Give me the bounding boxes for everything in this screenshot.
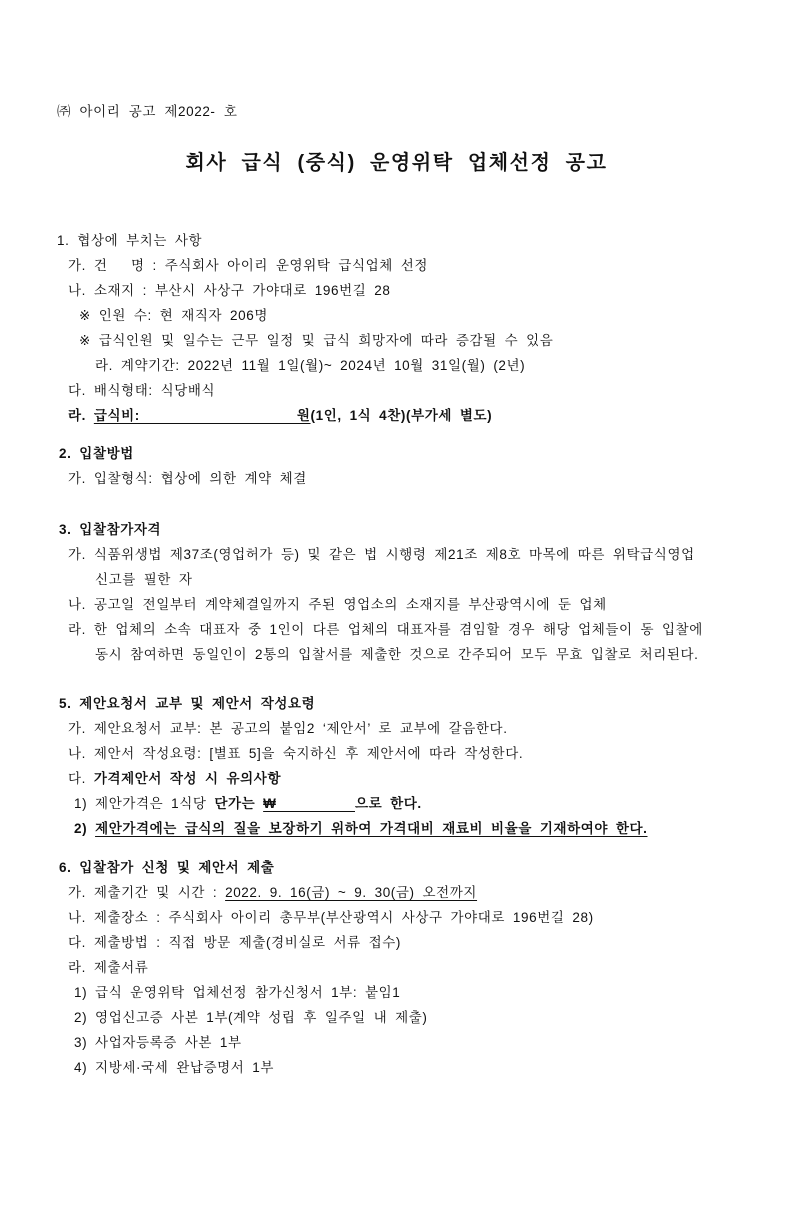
section-6-doc-business-report: 2) 영업신고증 사본 1부(계약 성립 후 일주일 내 제출) [74, 1010, 428, 1025]
point1-bold-suffix: 으로 한다. [355, 796, 422, 811]
doc-number: ㈜ 아이리 공고 제2022- 호 [57, 104, 238, 119]
section-1-note-variable: ※ 급식인원 및 일수는 근무 일정 및 급식 희망자에 따라 증감될 수 있음 [79, 333, 554, 348]
section-5-item-distribution: 가. 제안요청서 교부: 본 공고의 붙임2 ‘제안서’ 로 교부에 갈음한다. [68, 721, 508, 736]
section-1-item-meal-fee [0, 403, 793, 428]
section-2-item-format: 가. 입찰형식: 협상에 의한 계약 체결 [68, 471, 307, 486]
section-1-item-location: 나. 소재지 : 부산시 사상구 가야대로 196번길 28 [68, 283, 391, 298]
point2-underlined-text: 제안가격에는 급식의 질을 보장하기 위하여 가격대비 재료비 비율을 기재하여야 한다. [95, 821, 648, 836]
section-2-heading: 2. 입찰방법 [59, 446, 134, 461]
section-1-negotiation-items [0, 228, 793, 428]
meal-fee-suffix: (1인, 1식 4찬)(부가세 별도) [310, 408, 493, 423]
section-5-item-caution [0, 766, 793, 791]
section-5-proposal-guideline [0, 691, 793, 841]
section-3-item-duplicate-line2: 동시 참여하면 동일인이 2통의 입찰서를 제출한 것으로 간주되어 모두 무효 입찰로 처리된다. [95, 647, 699, 662]
section-6-heading: 6. 입찰참가 신청 및 제안서 제출 [59, 860, 275, 875]
section-1-note-headcount: ※ 인원 수: 현 재직자 206명 [79, 308, 268, 323]
caution-prefix: 다. [68, 771, 94, 786]
page-title: 회사 급식 (중식) 운영위탁 업체선정 공고 [185, 152, 608, 174]
period-underlined-dates: 2022. 9. 16(금) ~ 9. 30(금) 오전까지 [225, 885, 478, 900]
section-6-submission [0, 855, 793, 1080]
section-1-item-name: 가. 건 명 : 주식회사 아이리 운영위탁 급식업체 선정 [68, 258, 429, 273]
point1-price-blank-underline: ₩ [263, 796, 355, 811]
meal-fee-blank-underline: 급식비: 원 [93, 408, 311, 423]
section-3-item-duplicate-line1: 라. 한 업체의 소속 대표자 중 1인이 다른 업체의 대표자를 겸임할 경우 해당 업체들이 동 입찰에 [68, 622, 703, 637]
section-1-heading: 1. 협상에 부치는 사항 [57, 233, 203, 248]
section-6-item-period [0, 880, 793, 905]
period-prefix: 가. 제출기간 및 시간 : [68, 885, 226, 900]
section-3-item-law-line2: 신고를 필한 자 [95, 572, 193, 587]
section-6-doc-business-license: 3) 사업자등록증 사본 1부 [74, 1035, 242, 1050]
section-6-item-method: 다. 제출방법 : 직접 방문 제출(경비실로 서류 접수) [68, 935, 402, 950]
section-3-heading: 3. 입찰참가자격 [59, 522, 162, 537]
section-5-heading: 5. 제안요청서 교부 및 제안서 작성요령 [59, 696, 316, 711]
point1-bold-label: 단가는 [214, 796, 264, 811]
section-1-item-serving-type: 다. 배식형태: 식당배식 [68, 383, 216, 398]
point2-prefix: 2) [74, 821, 96, 836]
section-2-bid-method [0, 441, 793, 491]
section-5-item-guideline: 나. 제안서 작성요령: [별표 5]을 숙지하신 후 제안서에 따라 작성한다. [68, 746, 524, 761]
section-6-doc-application: 1) 급식 운영위탁 업체선정 참가신청서 1부: 붙임1 [74, 985, 401, 1000]
point1-prefix: 1) 제안가격은 1식당 [74, 796, 215, 811]
section-5-point-material-ratio [0, 816, 793, 841]
section-5-point-unit-price [0, 791, 793, 816]
section-1-item-contract-period: 라. 계약기간: 2022년 11월 1일(월)~ 2024년 10월 31일(월) (2년) [95, 358, 526, 373]
section-3-item-law-line1: 가. 식품위생법 제37조(영업허가 등) 및 같은 법 시행령 제21조 제8호 마목에 따른 위탁급식영업 [68, 547, 695, 562]
document-page [0, 102, 793, 1223]
section-6-item-place: 나. 제출장소 : 주식회사 아이리 총무부(부산광역시 사상구 가야대로 196번길 28) [68, 910, 594, 925]
caution-bold-text: 가격제안서 작성 시 유의사항 [93, 771, 282, 786]
section-6-item-docs-label: 라. 제출서류 [68, 960, 149, 975]
section-6-doc-tax-certificate: 4) 지방세·국세 완납증명서 1부 [74, 1060, 275, 1075]
section-3-item-region: 나. 공고일 전일부터 계약체결일까지 주된 영업소의 소재지를 부산광역시에 둔 업체 [68, 597, 607, 612]
meal-fee-prefix: 라. [68, 408, 94, 423]
section-3-bid-qualification [0, 517, 793, 667]
